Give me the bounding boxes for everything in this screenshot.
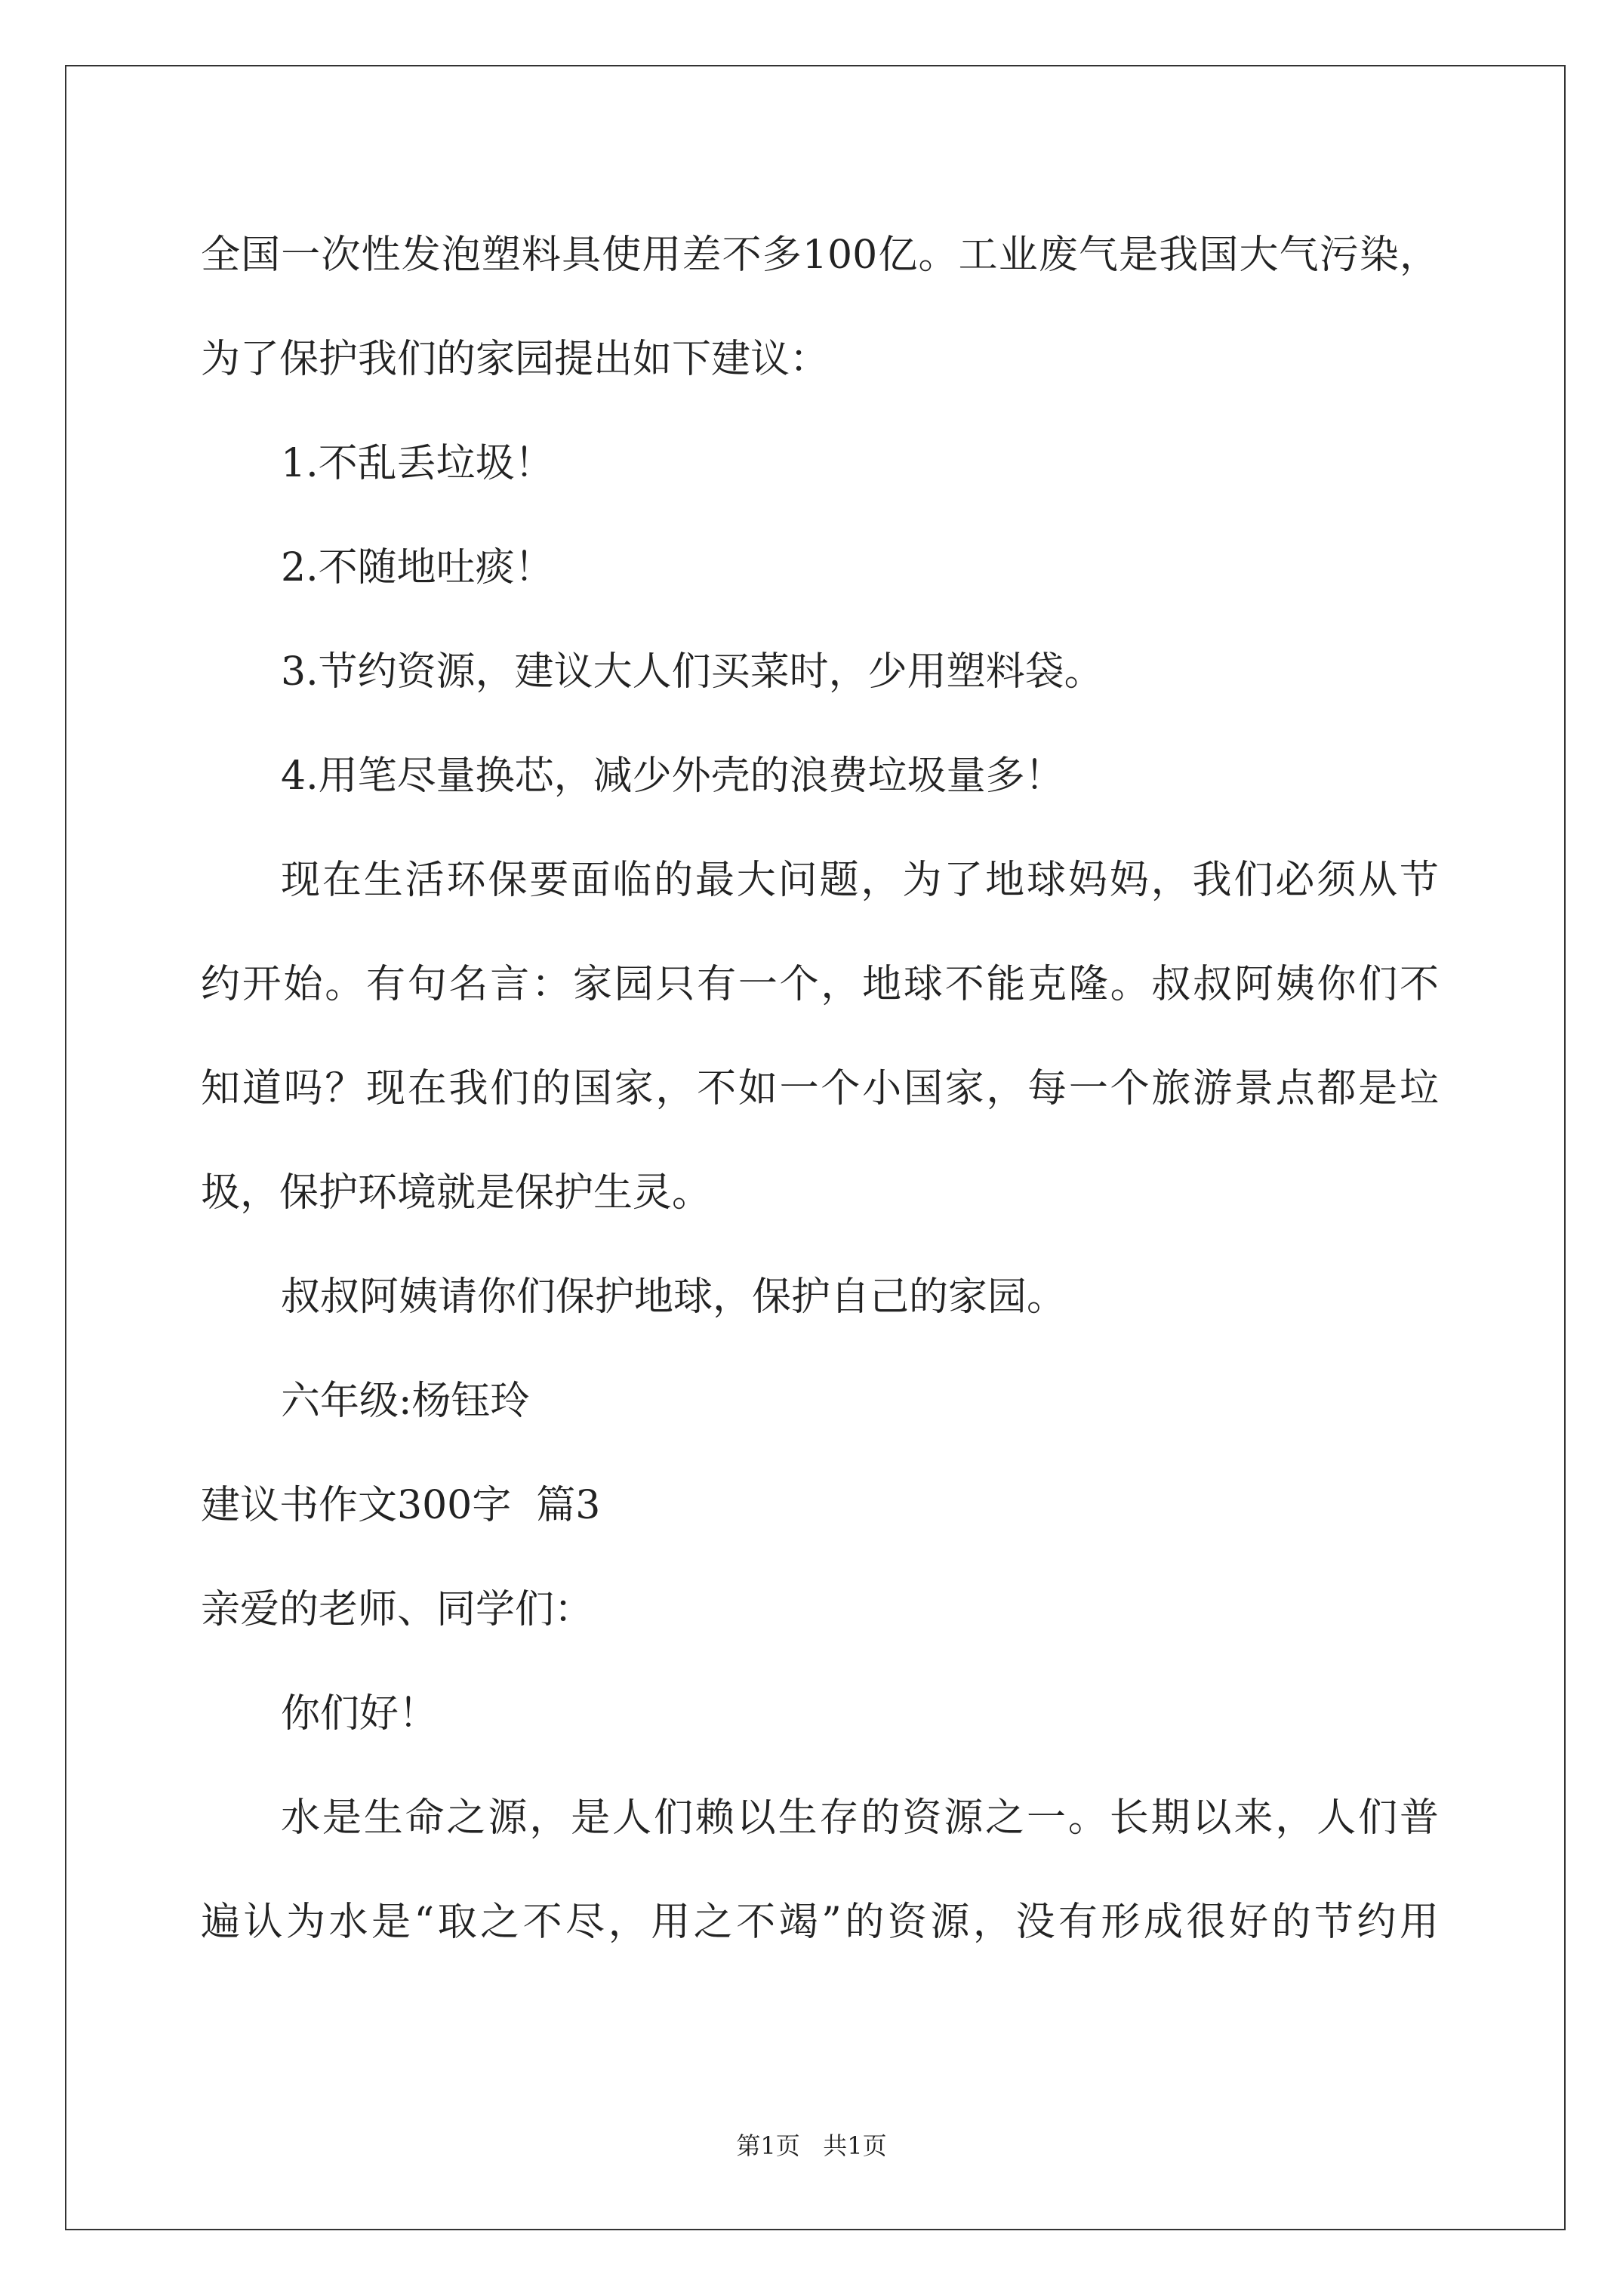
list-item: 2.不随地吐痰！: [281, 545, 554, 590]
page-number-footer: 第1页 共1页: [736, 2131, 887, 2160]
text-line: 现在生活环保要面临的最大问题，为了地球妈妈，我们必须从节: [281, 858, 1439, 903]
text-line: 水是生命之源，是人们赖以生存的资源之一。长期以来，人们普: [281, 1795, 1439, 1841]
author-line: 六年级:杨钰玲: [281, 1379, 530, 1424]
list-item: 1.不乱丢垃圾！: [281, 441, 554, 486]
greeting: 你们好！: [281, 1691, 439, 1737]
text-line: 全国一次性发泡塑料具使用差不多100亿。工业废气是我国大气污染，: [201, 233, 1439, 278]
text-line: 为了保护我们的家园提出如下建议：: [201, 337, 830, 382]
text-line: 遍认为水是“取之不尽，用之不竭”的资源，没有形成很好的节约用: [201, 1900, 1439, 1945]
salutation: 亲爱的老师、同学们：: [201, 1587, 594, 1632]
text-line: 知道吗？现在我们的国家，不如一个小国家，每一个旅游景点都是垃: [201, 1066, 1439, 1111]
text-line: 叔叔阿姨请你们保护地球，保护自己的家园。: [281, 1274, 1067, 1320]
list-item: 4.用笔尽量换芯，减少外壳的浪费垃圾量多！: [281, 754, 1064, 799]
section-heading: 建议书作文300字 篇3: [201, 1483, 601, 1528]
text-line: 圾，保护环境就是保护生灵。: [201, 1170, 712, 1216]
list-item: 3.节约资源，建议大人们买菜时，少用塑料袋。: [281, 649, 1104, 695]
text-line: 约开始。有句名言：家园只有一个，地球不能克隆。叔叔阿姨你们不: [201, 962, 1439, 1007]
